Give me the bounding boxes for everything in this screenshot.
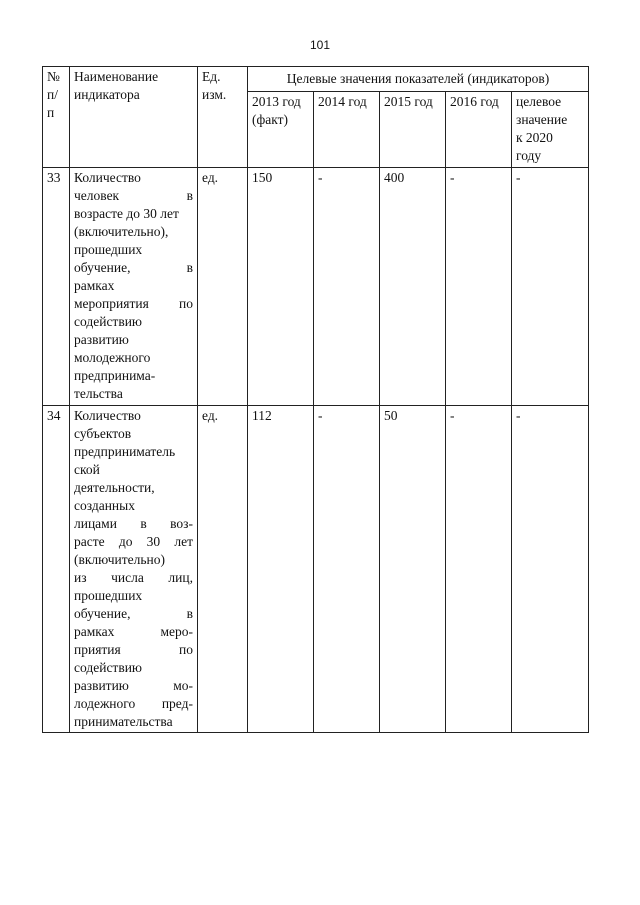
value-2016: - bbox=[446, 168, 512, 406]
header-num: № п/п bbox=[43, 67, 70, 168]
value-2013: 150 bbox=[248, 168, 314, 406]
table-row bbox=[43, 406, 589, 733]
name-line: Количество bbox=[74, 408, 141, 423]
name-line: приятия по bbox=[74, 642, 193, 657]
row-number: 34 bbox=[43, 406, 70, 733]
name-line: из числа лиц, bbox=[74, 570, 193, 585]
name-line: развитию мо- bbox=[74, 678, 193, 693]
name-line: ской bbox=[74, 462, 100, 477]
name-line: (включительно), bbox=[74, 224, 169, 239]
name-line: тельства bbox=[74, 386, 123, 401]
value-2016: - bbox=[446, 406, 512, 733]
header-target-2020: целевое значение к 2020 году bbox=[512, 92, 589, 168]
unit-cell: ед. bbox=[198, 406, 248, 733]
value-2014: - bbox=[314, 406, 380, 733]
name-line: принимательства bbox=[74, 714, 173, 729]
unit-cell: ед. bbox=[198, 168, 248, 406]
name-line: возрасте до 30 лет bbox=[74, 206, 179, 221]
indicators-table bbox=[42, 66, 589, 733]
name-line: обучение, в bbox=[74, 260, 193, 275]
name-line: обучение, в bbox=[74, 606, 193, 621]
name-line: содействию bbox=[74, 660, 143, 675]
value-2014: - bbox=[314, 168, 380, 406]
name-line: прошедших bbox=[74, 242, 143, 257]
name-line: молодежного bbox=[74, 350, 151, 365]
name-line: деятельности, bbox=[74, 480, 155, 495]
header-year-2016: 2016 год bbox=[446, 92, 512, 168]
name-line: содействию bbox=[74, 314, 143, 329]
value-target-2020: - bbox=[512, 406, 589, 733]
value-2015: 400 bbox=[380, 168, 446, 406]
name-line: предприниматель bbox=[74, 444, 176, 459]
header-targets-group: Целевые значения показателей (индикаторов) bbox=[248, 67, 589, 92]
name-line: прошедших bbox=[74, 588, 143, 603]
header-row bbox=[43, 67, 589, 92]
header-name: Наименование индикатора bbox=[70, 67, 198, 168]
indicator-name bbox=[70, 168, 198, 406]
value-2013: 112 bbox=[248, 406, 314, 733]
indicator-name bbox=[70, 406, 198, 733]
header-year-2013: 2013 год (факт) bbox=[248, 92, 314, 168]
name-line: предпринима- bbox=[74, 368, 156, 383]
name-line: созданных bbox=[74, 498, 135, 513]
table-row bbox=[43, 168, 589, 406]
header-year-2015: 2015 год bbox=[380, 92, 446, 168]
name-line: рамках bbox=[74, 278, 115, 293]
name-line: расте до 30 лет bbox=[74, 534, 193, 549]
header-unit: Ед. изм. bbox=[198, 67, 248, 168]
name-line: лодежного пред- bbox=[74, 696, 193, 711]
name-line: человек в bbox=[74, 188, 193, 203]
name-line: Количество bbox=[74, 170, 141, 185]
name-line: лицами в воз- bbox=[74, 516, 193, 531]
name-line: мероприятия по bbox=[74, 296, 193, 311]
value-2015: 50 bbox=[380, 406, 446, 733]
value-target-2020: - bbox=[512, 168, 589, 406]
name-line: развитию bbox=[74, 332, 129, 347]
header-year-2014: 2014 год bbox=[314, 92, 380, 168]
row-number: 33 bbox=[43, 168, 70, 406]
name-line: субъектов bbox=[74, 426, 132, 441]
page-number: 101 bbox=[309, 38, 331, 52]
name-line: (включительно) bbox=[74, 552, 166, 567]
name-line: рамках меро- bbox=[74, 624, 193, 639]
